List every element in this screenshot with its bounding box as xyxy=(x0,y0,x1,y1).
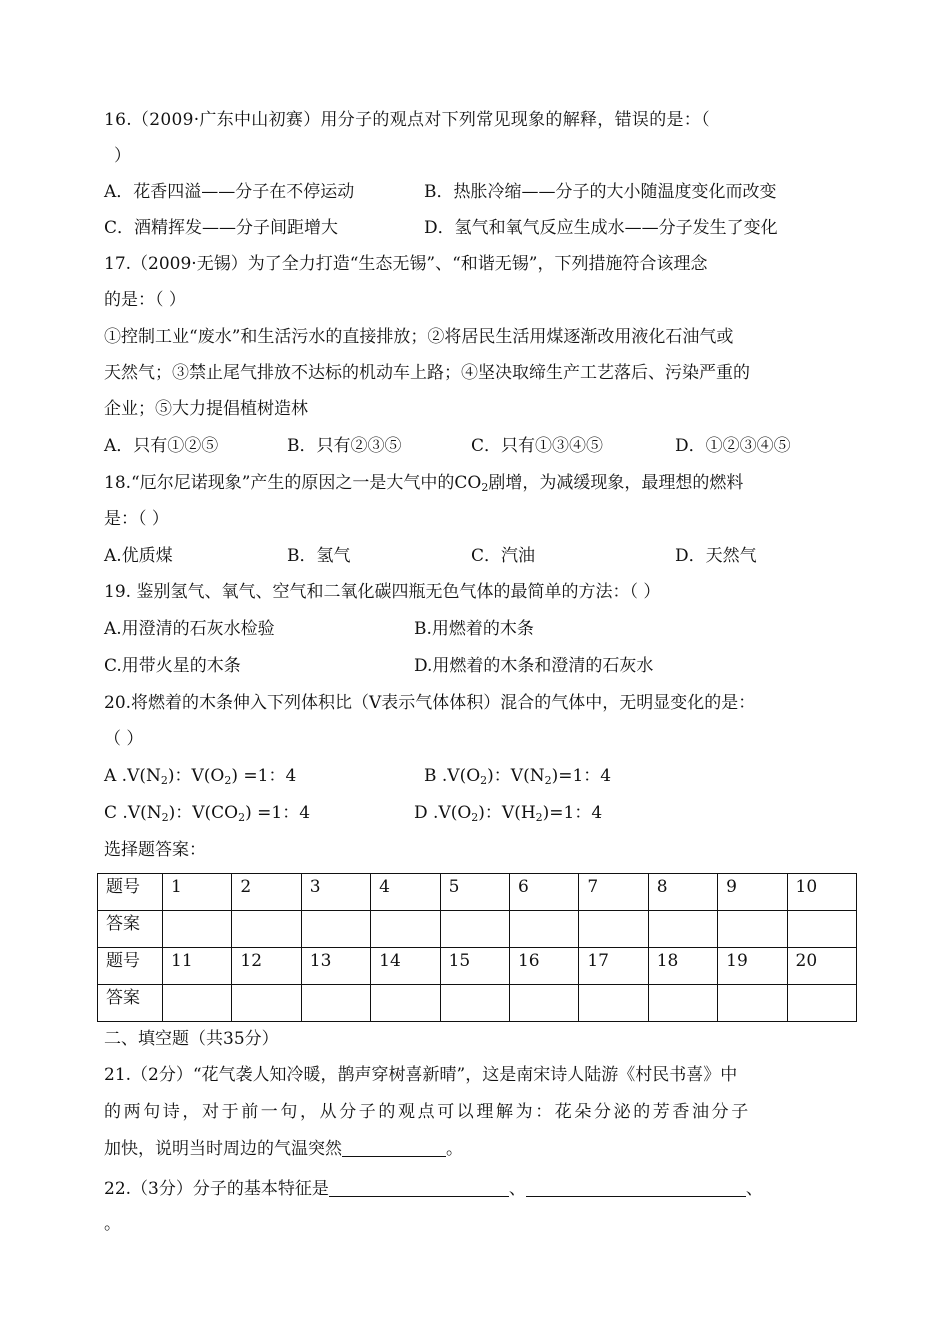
answer-cell[interactable] xyxy=(232,985,301,1022)
q18-option-b: B．氢气 xyxy=(287,546,351,566)
q18-option-d: D．天然气 xyxy=(675,546,757,566)
answer-cell[interactable] xyxy=(579,985,648,1022)
q21-line3-text: 加快，说明当时周边的气温突然 xyxy=(104,1139,342,1159)
table-row xyxy=(98,985,857,1022)
q17-option-c: C．只有①③④⑤ xyxy=(471,436,604,456)
q16-option-a: A．花香四溢——分子在不停运动 xyxy=(104,182,355,202)
question-number: 14 xyxy=(371,948,440,985)
q22-separator-2: 、 xyxy=(745,1179,763,1199)
question-number: 1 xyxy=(163,874,232,911)
q20-option-c xyxy=(104,801,310,825)
answer-cell[interactable] xyxy=(440,911,509,948)
q18-stem-cont: 是：（ ） xyxy=(104,509,169,529)
q20-stem: 20.将燃着的木条伸入下列体积比（V表示气体体积）混合的气体中，无明显变化的是： xyxy=(104,693,756,713)
q19-option-d: D.用燃着的木条和澄清的石灰水 xyxy=(414,656,654,676)
question-number: 17 xyxy=(579,948,648,985)
q20-d-sub1: 2 xyxy=(471,811,479,824)
answer-cell[interactable] xyxy=(232,911,301,948)
q22-line1 xyxy=(104,1177,763,1201)
answer-cell[interactable] xyxy=(440,985,509,1022)
q20-b-mid: )：V(N xyxy=(487,766,545,786)
answer-cell[interactable] xyxy=(509,911,578,948)
row-label-question: 题号 xyxy=(98,874,163,911)
q16-stem-cont: ） xyxy=(114,146,131,166)
question-number: 13 xyxy=(301,948,370,985)
question-number: 5 xyxy=(440,874,509,911)
q22-separator-1: 、 xyxy=(508,1179,526,1199)
q18-stem-sub: 2 xyxy=(481,481,489,494)
question-number: 12 xyxy=(232,948,301,985)
q16-stem: 16.（2009·广东中山初赛）用分子的观点对下列常见现象的解释，错误的是：（ xyxy=(104,110,710,130)
q18-stem xyxy=(104,471,743,495)
table-row xyxy=(98,874,857,911)
q20-b-sub2: 2 xyxy=(544,774,552,787)
q17-option-a: A．只有①②⑤ xyxy=(104,436,219,456)
answer-cell[interactable] xyxy=(371,985,440,1022)
answer-cell[interactable] xyxy=(787,985,856,1022)
answer-cell[interactable] xyxy=(579,911,648,948)
question-number: 2 xyxy=(232,874,301,911)
q20-b-end: )=1：4 xyxy=(551,766,612,786)
question-number: 4 xyxy=(371,874,440,911)
q19-option-c: C.用带火星的木条 xyxy=(104,656,241,676)
q20-b-sub1: 2 xyxy=(480,774,488,787)
q19-stem: 19. 鉴别氢气、氧气、空气和二氧化碳四瓶无色气体的最简单的方法：（ ） xyxy=(104,582,661,602)
q20-option-d xyxy=(414,801,602,825)
answer-table xyxy=(97,873,857,1022)
question-number: 7 xyxy=(579,874,648,911)
question-number: 18 xyxy=(648,948,717,985)
answer-cell[interactable] xyxy=(371,911,440,948)
q17-stem-cont: 的是：（ ） xyxy=(104,290,186,310)
q20-a-sub1: 2 xyxy=(160,774,168,787)
q22-blank-1[interactable] xyxy=(329,1178,509,1197)
question-number: 11 xyxy=(163,948,232,985)
q16-option-c: C．酒精挥发——分子间距增大 xyxy=(104,218,339,238)
q20-c-sub1: 2 xyxy=(161,811,169,824)
answer-cell[interactable] xyxy=(648,911,717,948)
answer-cell[interactable] xyxy=(163,985,232,1022)
answer-cell[interactable] xyxy=(301,985,370,1022)
q19-option-b: B.用燃着的木条 xyxy=(414,619,534,639)
q18-option-a: A.优质煤 xyxy=(104,546,173,566)
q21-blank[interactable] xyxy=(342,1138,446,1157)
row-label-question: 题号 xyxy=(98,948,163,985)
answer-cell[interactable] xyxy=(718,985,787,1022)
question-number: 19 xyxy=(718,948,787,985)
q22-stem: 22.（3分）分子的基本特征是 xyxy=(104,1179,329,1199)
q17-option-d: D．①②③④⑤ xyxy=(675,436,791,456)
q20-c-end: ) =1：4 xyxy=(245,803,311,823)
q18-stem-post: 剧增，为减缓现象，最理想的燃料 xyxy=(488,473,744,493)
row-label-answer: 答案 xyxy=(98,911,163,948)
question-number: 3 xyxy=(301,874,370,911)
q18-stem-pre: 18.“厄尔尼诺现象”产生的原因之一是大气中的CO xyxy=(104,473,482,493)
q16-option-d: D．氢气和氧气反应生成水——分子发生了变化 xyxy=(424,218,778,238)
question-number: 10 xyxy=(787,874,856,911)
q21-line3 xyxy=(104,1137,463,1161)
answer-cell[interactable] xyxy=(163,911,232,948)
q22-line2: 。 xyxy=(104,1214,121,1234)
q21-line2: 的两句诗，对于前一句，从分子的观点可以理解为：花朵分泌的芳香油分子 xyxy=(104,1102,751,1122)
q20-d-sub2: 2 xyxy=(535,811,543,824)
question-number: 8 xyxy=(648,874,717,911)
q17-stem: 17.（2009·无锡）为了全力打造“生态无锡”、“和谐无锡”，下列措施符合该理念 xyxy=(104,254,708,274)
question-number: 16 xyxy=(509,948,578,985)
q20-option-a xyxy=(104,764,296,788)
q18-option-c: C．汽油 xyxy=(471,546,536,566)
q20-a-mid: )：V(O xyxy=(167,766,225,786)
q19-option-a: A.用澄清的石灰水检验 xyxy=(104,619,275,639)
answer-table-caption: 选择题答案： xyxy=(104,840,206,860)
q20-option-b xyxy=(424,764,611,788)
answer-cell[interactable] xyxy=(509,985,578,1022)
answer-cell[interactable] xyxy=(718,911,787,948)
q17-option-b: B．只有②③⑤ xyxy=(287,436,402,456)
q21-line1: 21.（2分）“花气袭人知冷暖，鹊声穿树喜新晴”，这是南宋诗人陆游《村民书喜》中 xyxy=(104,1065,738,1085)
q20-a-label: A .V(N xyxy=(104,766,161,786)
question-number: 9 xyxy=(718,874,787,911)
q17-body-line2: 天然气；③禁止尾气排放不达标的机动车上路；④坚决取缔生产工艺落后、污染严重的 xyxy=(104,363,750,383)
question-number: 15 xyxy=(440,948,509,985)
section-title: 二、填空题（共35分） xyxy=(104,1029,279,1049)
q20-c-sub2: 2 xyxy=(238,811,246,824)
q20-b-label: B .V(O xyxy=(424,766,481,786)
answer-cell[interactable] xyxy=(787,911,856,948)
q17-body-line1: ①控制工业“废水”和生活污水的直接排放；②将居民生活用煤逐渐改用液化石油气或 xyxy=(104,327,734,347)
answer-cell[interactable] xyxy=(648,985,717,1022)
q16-option-b: B．热胀冷缩——分子的大小随温度变化而改变 xyxy=(424,182,777,202)
q20-stem-cont: （ ） xyxy=(104,729,144,749)
table-row xyxy=(98,948,857,985)
question-number: 20 xyxy=(787,948,856,985)
answer-cell[interactable] xyxy=(301,911,370,948)
q20-c-mid: )：V(CO xyxy=(168,803,239,823)
q22-blank-2[interactable] xyxy=(526,1178,746,1197)
q20-d-mid: )：V(H xyxy=(478,803,536,823)
q20-c-label: C .V(N xyxy=(104,803,162,823)
table-row xyxy=(98,911,857,948)
q20-d-end: )=1：4 xyxy=(542,803,603,823)
q20-a-sub2: 2 xyxy=(224,774,232,787)
q20-d-label: D .V(O xyxy=(414,803,472,823)
q21-line3-end: 。 xyxy=(446,1139,463,1159)
question-number: 6 xyxy=(509,874,578,911)
q20-a-end: ) =1：4 xyxy=(231,766,297,786)
q17-body-line3: 企业；⑤大力提倡植树造林 xyxy=(104,399,308,419)
row-label-answer: 答案 xyxy=(98,985,163,1022)
